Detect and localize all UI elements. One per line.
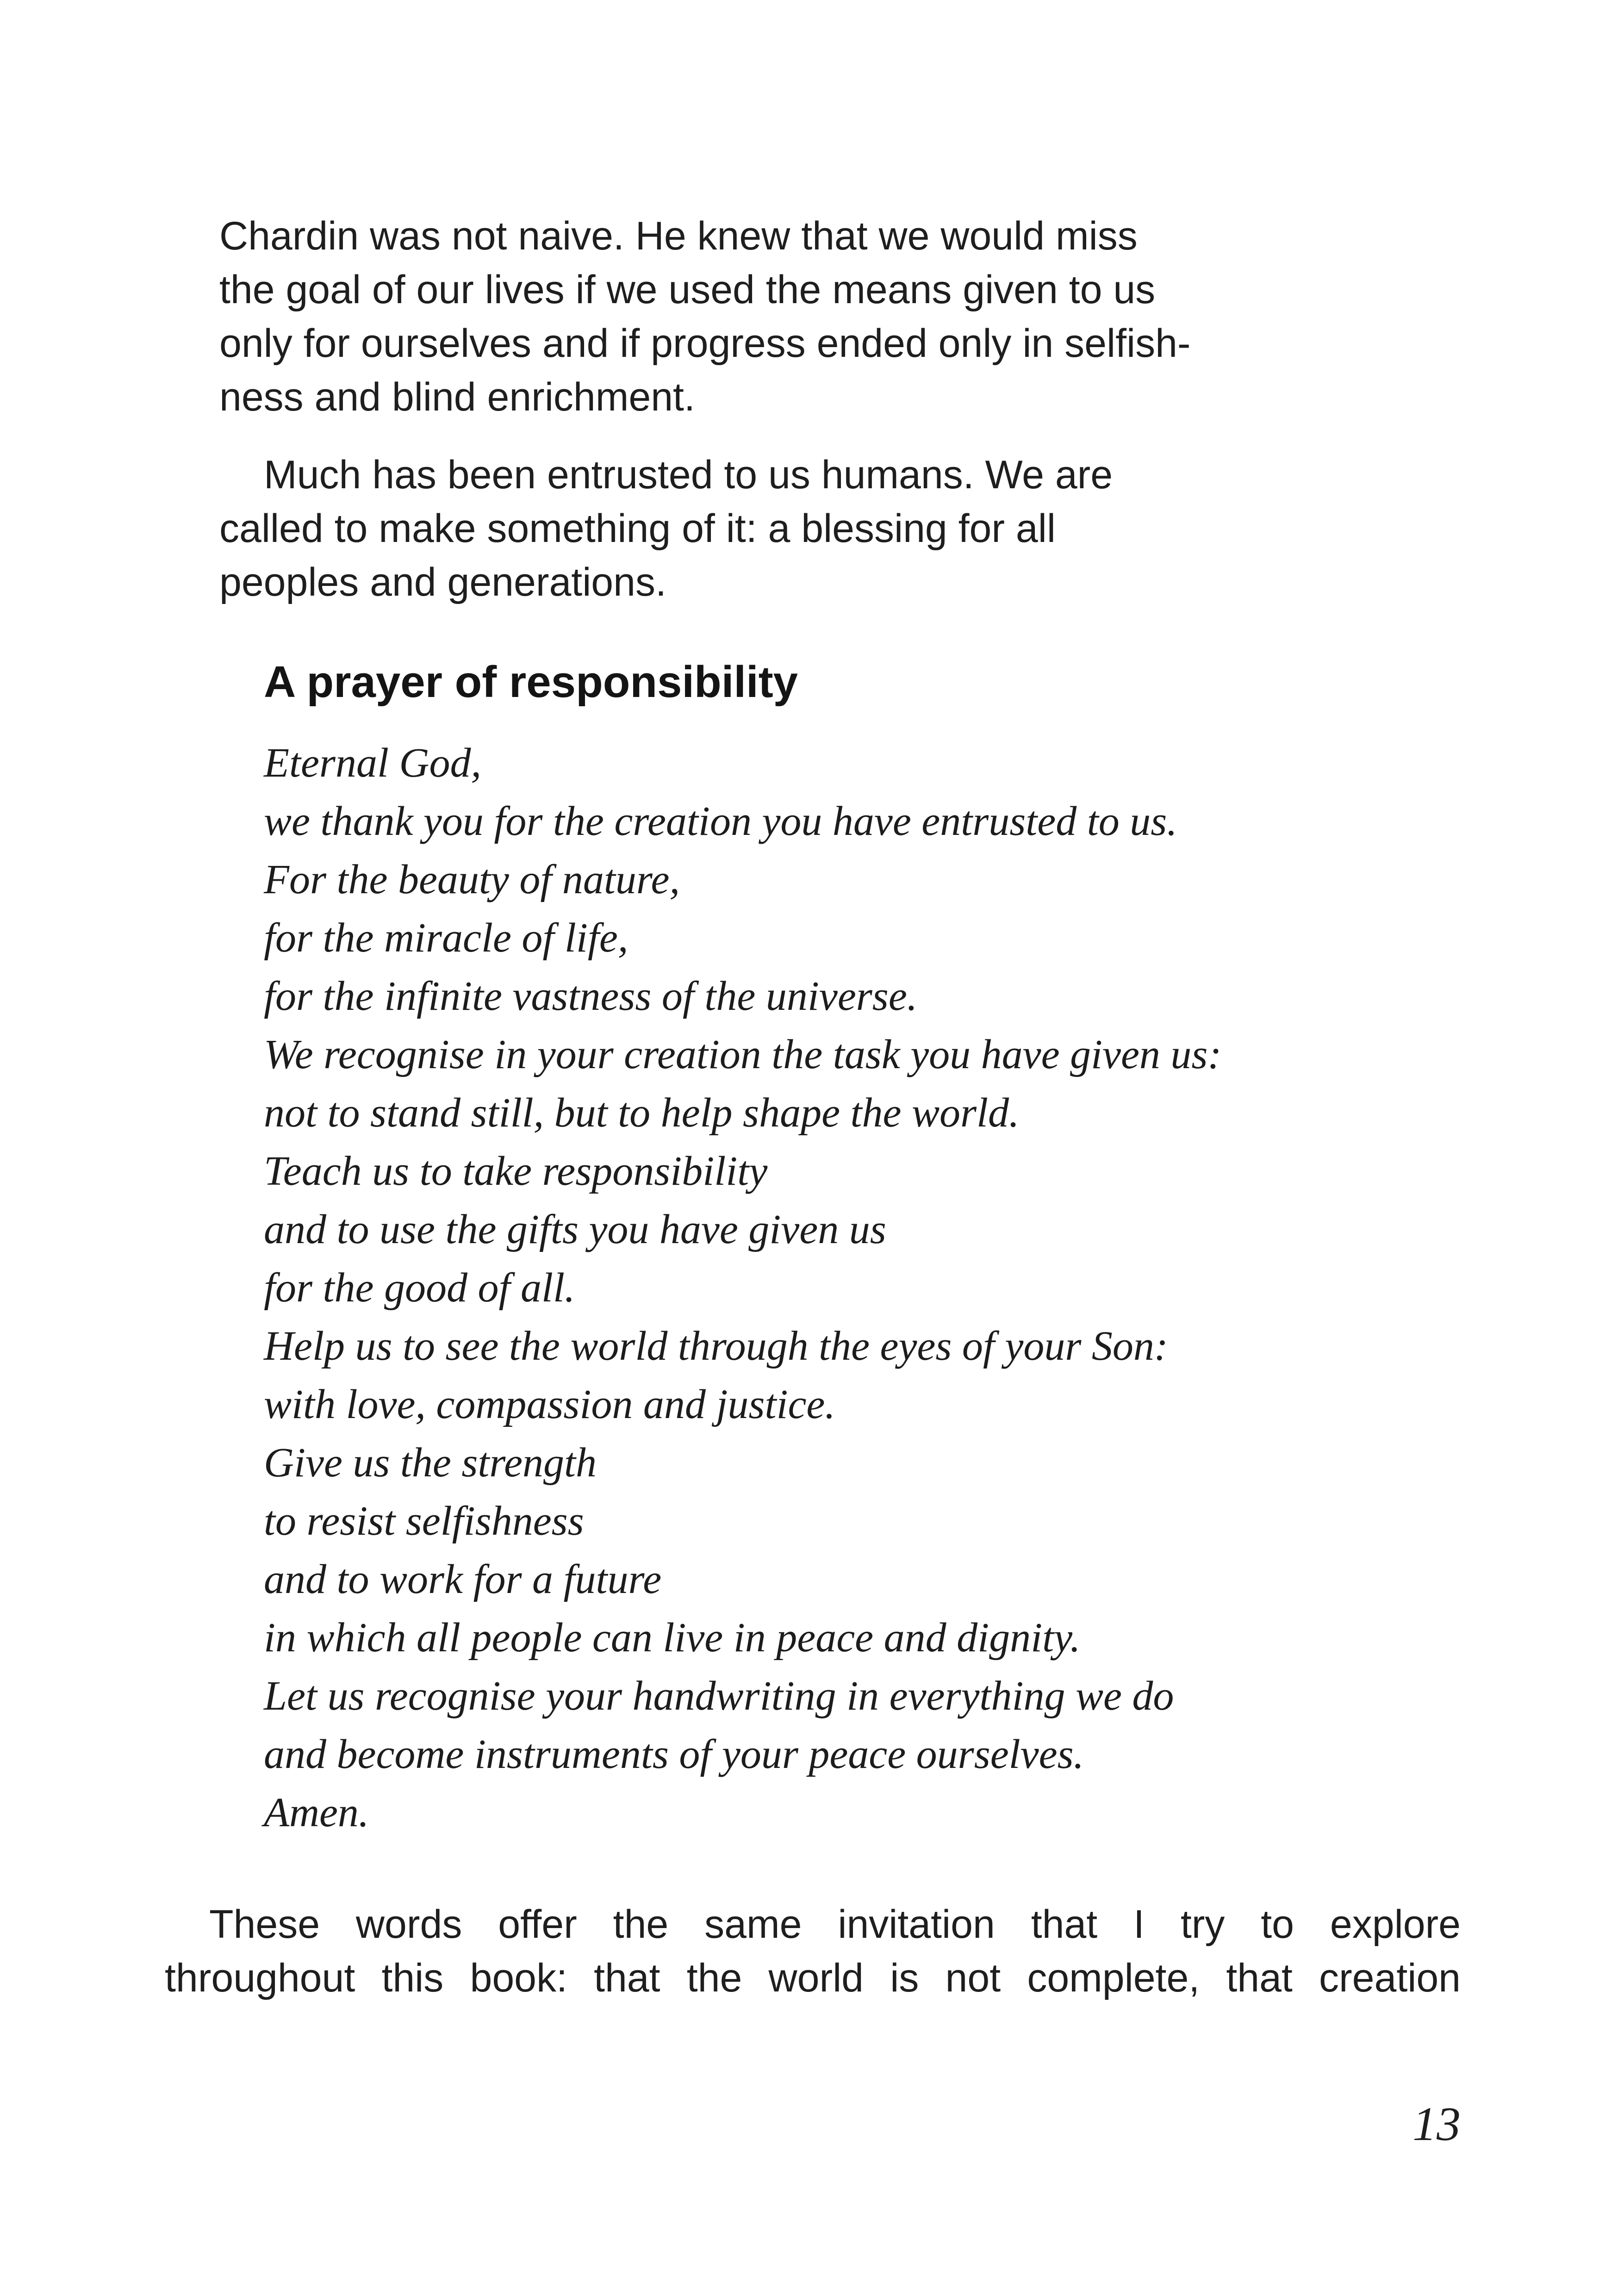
paragraph-line: These words offer the same invitation that I try to explore (209, 1902, 1461, 1947)
prayer-text (264, 734, 1221, 1842)
prayer-line: and become instruments of your peace ourselves. (264, 1731, 1084, 1777)
paragraph-line: Chardin was not naive. He knew that we would miss (219, 214, 1138, 258)
prayer-line: Eternal God, (264, 740, 481, 786)
prayer-line: We recognise in your creation the task you have given us: (264, 1032, 1222, 1077)
prayer-line: and to use the gifts you have given us (264, 1207, 886, 1252)
prayer-line: and to work for a future (264, 1556, 662, 1602)
prayer-line: we thank you for the creation you have entrusted to us. (264, 798, 1177, 844)
prayer-line: to resist selfishness (264, 1498, 584, 1544)
prayer-line: for the infinite vastness of the universe. (264, 973, 918, 1019)
prayer-line: with love, compassion and justice. (264, 1381, 835, 1427)
paragraph-line: called to make something of it: a blessing for all (219, 506, 1056, 551)
paragraph-line: ness and blind enrichment. (219, 375, 695, 419)
paragraph-line: only for ourselves and if progress ended only in selfish- (219, 321, 1191, 366)
paragraph-line: throughout this book: that the world is not complete, that creation (165, 1956, 1461, 2000)
paragraph-line: the goal of our lives if we used the means given to us (219, 268, 1156, 312)
prayer-line: Teach us to take responsibility (264, 1148, 768, 1194)
paragraph-line: peoples and generations. (219, 560, 666, 604)
prayer-line: for the miracle of life, (264, 915, 629, 961)
prayer-line: Let us recognise your handwriting in everything we do (264, 1673, 1174, 1719)
paragraph-invitation (165, 1898, 1461, 2005)
page-number: 13 (1413, 2097, 1461, 2151)
paragraph-entrusted (219, 448, 1358, 609)
prayer-line: for the good of all. (264, 1265, 575, 1311)
paragraph-line: Much has been entrusted to us humans. We are (264, 453, 1113, 497)
prayer-line: Give us the strength (264, 1440, 597, 1486)
prayer-line: in which all people can live in peace and dignity. (264, 1615, 1081, 1661)
prayer-line: Amen. (264, 1790, 369, 1836)
paragraph-chardin (219, 209, 1358, 424)
prayer-line: Help us to see the world through the eyes of your Son: (264, 1323, 1168, 1369)
prayer-line: not to stand still, but to help shape the world. (264, 1090, 1020, 1136)
prayer-heading: A prayer of responsibility (264, 657, 798, 707)
prayer-line: For the beauty of nature, (264, 857, 680, 902)
